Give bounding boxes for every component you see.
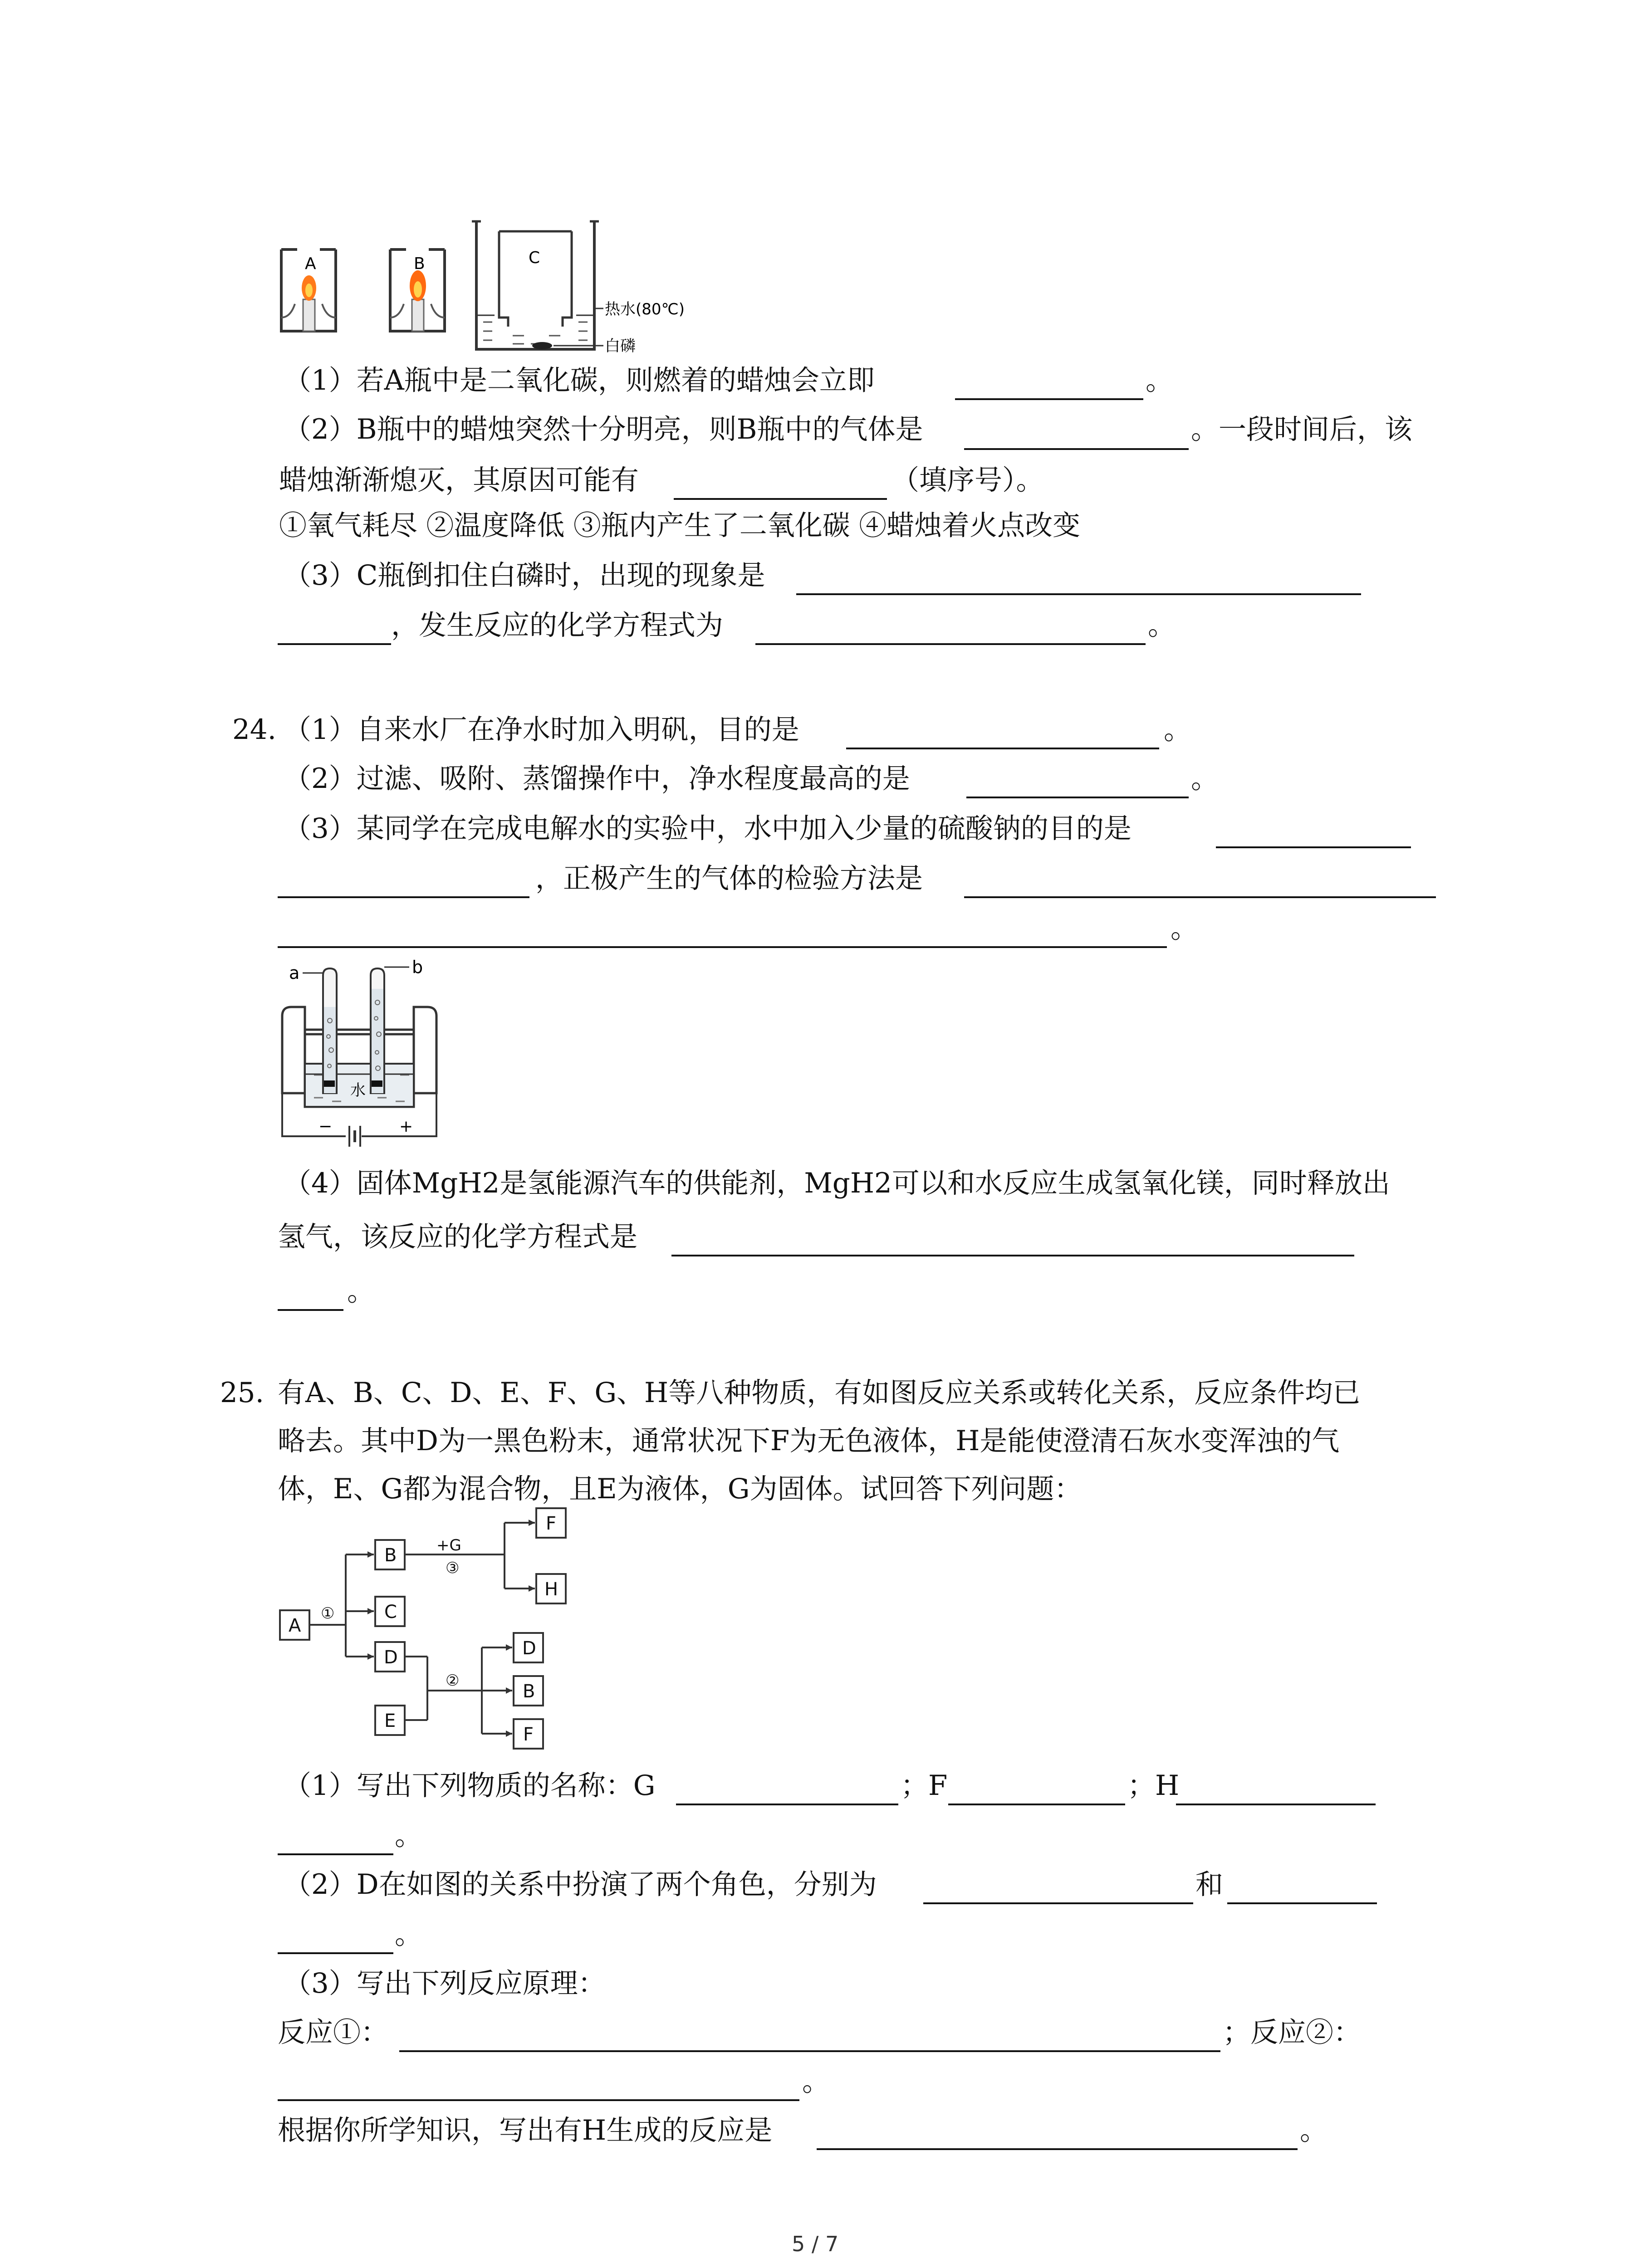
- q25-part1-blank-2[interactable]: [278, 1853, 393, 1855]
- node-c: C: [384, 1602, 397, 1623]
- q25-reaction2-blank[interactable]: [278, 2099, 799, 2101]
- q25-intro-line2: 略去。其中D为一黑色粉末，通常状况下F为无色液体，H是能使澄清石灰水变浑浊的气: [278, 1425, 1340, 1457]
- node-d: D: [384, 1647, 398, 1668]
- q23-part1: （1）若A瓶中是二氧化碳，则燃着的蜡烛会立即: [284, 364, 875, 396]
- tube-b-label: b: [412, 957, 423, 977]
- node-b-right: B: [523, 1681, 535, 1702]
- node-f-bottom: F: [523, 1724, 534, 1745]
- q25-number: 25.: [220, 1377, 265, 1409]
- q25-part2-and: 和: [1195, 1868, 1224, 1901]
- bottle-a-label: A: [305, 254, 316, 273]
- q24-part3a-blank[interactable]: [1216, 846, 1411, 848]
- q24-part4c-end: 。: [347, 1275, 375, 1307]
- hot-water-label: 热水(80℃): [605, 300, 685, 318]
- bottle-b-label: B: [414, 254, 425, 273]
- q23-options: ①氧气耗尽 ②温度降低 ③瓶内产生了二氧化碳 ④蜡烛着火点改变: [279, 509, 1081, 542]
- q25-reaction2-end: 。: [802, 2065, 830, 2097]
- reaction-3-mark: ③: [446, 1559, 460, 1577]
- white-phosphorus-label: 白磷: [605, 337, 636, 355]
- q23-part2a: （2）B瓶中的蜡烛突然十分明亮，则B瓶中的气体是: [284, 413, 923, 445]
- q24-part4c-blank[interactable]: [278, 1309, 343, 1311]
- q24-part1-end: 。: [1164, 714, 1192, 746]
- q23-part3b-end: 。: [1148, 609, 1176, 641]
- q25-part1: （1）写出下列物质的名称：G: [284, 1769, 656, 1802]
- node-b: B: [384, 1545, 397, 1566]
- q25-part2-blank-3[interactable]: [278, 1952, 393, 1954]
- q24-part4a: （4）固体MgH2是氢能源汽车的供能剂，MgH2可以和水反应生成氢氧化镁，同时释放出: [284, 1167, 1390, 1199]
- q23-part3a: （3）C瓶倒扣住白磷时，出现的现象是: [284, 559, 765, 591]
- q25-part1-h: ；H: [1127, 1769, 1180, 1802]
- q24-number: 24.: [232, 714, 277, 746]
- q25-h-blank[interactable]: [1176, 1804, 1376, 1805]
- q23-part1-blank[interactable]: [955, 398, 1143, 400]
- bottle-a: [281, 249, 336, 331]
- q23-part2a-blank[interactable]: [964, 448, 1189, 450]
- node-d-right: D: [522, 1638, 536, 1659]
- q25-part1-end: 。: [395, 1819, 423, 1852]
- q25-intro-line3: 体，E、G都为混合物，且E为液体，G为固体。试回答下列问题：: [278, 1473, 1082, 1505]
- q25-part3: （3）写出下列反应原理：: [284, 1967, 606, 1999]
- electrolysis-figure: [278, 957, 450, 1157]
- q24-part4b-blank[interactable]: [671, 1255, 1354, 1256]
- q24-part1: （1）自来水厂在净水时加入明矾，目的是: [284, 714, 799, 746]
- reaction-diagram: [278, 1506, 586, 1760]
- water-label: 水: [350, 1081, 366, 1100]
- q24-part3c-end: 。: [1171, 912, 1199, 944]
- q24-part2: （2）过滤、吸附、蒸馏操作中，净水程度最高的是: [284, 763, 910, 795]
- q23-part3b-blank-1[interactable]: [278, 643, 391, 645]
- q24-part2-blank[interactable]: [966, 797, 1189, 798]
- q24-part3a: （3）某同学在完成电解水的实验中，水中加入少量的硫酸钠的目的是: [284, 812, 1132, 845]
- bottle-b: [390, 249, 445, 331]
- beaker-c-label: C: [529, 249, 540, 267]
- plus-g-label: +G: [436, 1536, 461, 1554]
- q25-reaction2-label: ；反应②：: [1223, 2016, 1362, 2048]
- node-e: E: [384, 1711, 396, 1731]
- q23-part2b-blank[interactable]: [674, 498, 887, 500]
- q25-last-end: 。: [1300, 2114, 1328, 2146]
- q25-part2-blank-1[interactable]: [923, 1902, 1193, 1904]
- q23-part1-end: 。: [1146, 364, 1174, 396]
- q23-part2b-end: （填序号）。: [892, 464, 1044, 496]
- q23-part3b: ，发生反应的化学方程式为: [391, 609, 724, 641]
- q24-part3b: ，正极产生的气体的检验方法是: [535, 862, 923, 894]
- node-h: H: [544, 1579, 558, 1600]
- q23-part3a-blank[interactable]: [796, 593, 1361, 595]
- q25-intro-line1: 有A、B、C、D、E、F、G、H等八种物质，有如图反应关系或转化关系，反应条件均已: [278, 1377, 1361, 1409]
- q25-part2: （2）D在如图的关系中扮演了两个角色，分别为: [284, 1868, 877, 1901]
- q24-part3b-blank-1[interactable]: [278, 896, 529, 898]
- q25-last-blank[interactable]: [817, 2148, 1298, 2150]
- q25-reaction1-label: 反应①：: [278, 2016, 389, 2048]
- q25-last: 根据你所学知识，写出有H生成的反应是: [278, 2114, 773, 2146]
- tube-a-label: a: [289, 963, 300, 983]
- candle-bottles-figure: [277, 213, 708, 358]
- q24-part3b-blank-2[interactable]: [964, 896, 1436, 898]
- q25-f-blank[interactable]: [948, 1804, 1125, 1805]
- page-number: 5 / 7: [792, 2232, 839, 2256]
- node-f-top: F: [546, 1513, 557, 1534]
- reaction-1-mark: ①: [321, 1604, 335, 1623]
- q23-part2b: 蜡烛渐渐熄灭，其原因可能有: [279, 464, 639, 496]
- q24-part2-end: 。: [1191, 763, 1219, 795]
- reaction-2-mark: ②: [446, 1672, 460, 1690]
- minus-sign: −: [318, 1117, 333, 1136]
- node-a: A: [289, 1615, 301, 1636]
- q23-part3b-blank-2[interactable]: [755, 643, 1146, 645]
- plus-sign: +: [399, 1117, 413, 1136]
- q25-part2-end: 。: [395, 1918, 423, 1950]
- q23-part2a-end: 。一段时间后，该: [1191, 413, 1413, 445]
- beaker-c: [472, 221, 685, 355]
- q24-part1-blank[interactable]: [846, 748, 1159, 749]
- q24-part4b: 氢气，该反应的化学方程式是: [278, 1221, 638, 1253]
- q25-part2-blank-2[interactable]: [1227, 1902, 1377, 1904]
- q24-part3c-blank[interactable]: [278, 946, 1167, 948]
- q25-part1-f: ；F: [901, 1769, 948, 1802]
- q25-reaction1-blank[interactable]: [399, 2050, 1220, 2052]
- q25-g-blank[interactable]: [676, 1804, 898, 1805]
